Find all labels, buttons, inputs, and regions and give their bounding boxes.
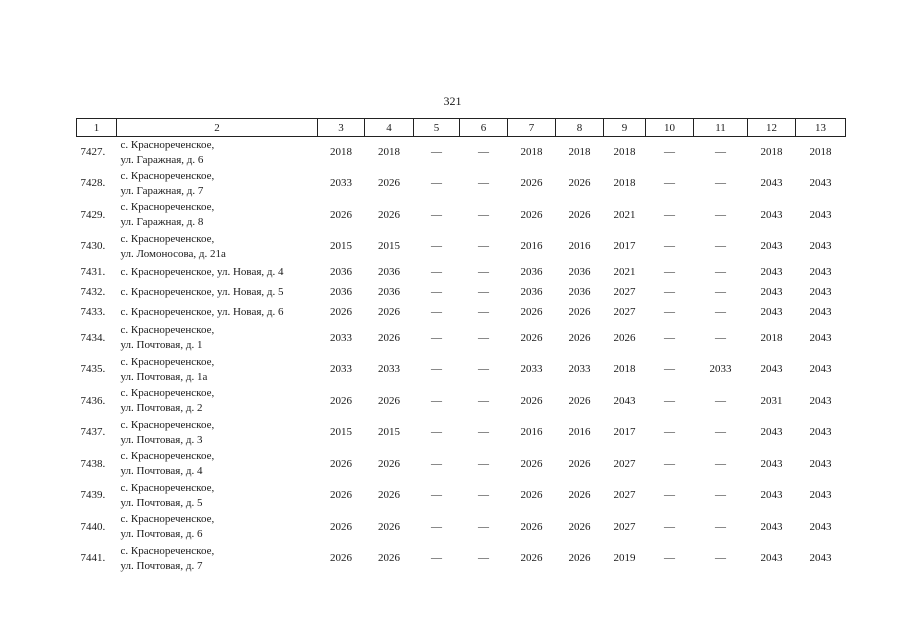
- address-line: с. Краснореченское, ул. Новая, д. 4: [120, 266, 284, 278]
- address-cell: [117, 386, 318, 418]
- row-number: 7437.: [80, 426, 106, 439]
- column-header-11: 11: [694, 119, 748, 137]
- year-cell-col-9: 2043: [613, 394, 636, 407]
- year-cell-col-7: 2026: [520, 177, 543, 190]
- year-cell-col-5: —: [431, 489, 442, 502]
- year-cell-col-9: 2019: [613, 552, 636, 565]
- table-row: [77, 231, 846, 263]
- year-cell-col-6: —: [478, 240, 489, 253]
- year-cell-col-11: —: [715, 520, 726, 533]
- table-row: [77, 263, 846, 283]
- year-cell-col-5: —: [431, 240, 442, 253]
- year-cell-col-10: —: [664, 426, 675, 439]
- year-cell-col-9: 2018: [613, 177, 636, 190]
- year-cell-col-8: 2016: [568, 240, 591, 253]
- column-header-5: 5: [414, 119, 460, 137]
- year-cell-col-8: 2026: [568, 208, 591, 221]
- year-cell-col-7: 2026: [520, 394, 543, 407]
- address-line: с. Краснореченское, ул. Новая, д. 6: [120, 306, 284, 318]
- year-cell-col-5: —: [431, 552, 442, 565]
- table-row: [77, 303, 846, 323]
- year-cell-col-13: 2043: [809, 240, 832, 253]
- year-cell-col-7: 2026: [520, 208, 543, 221]
- address-line: с. Краснореченское,: [120, 324, 215, 337]
- address-line: с. Краснореченское,: [120, 544, 215, 557]
- year-cell-col-4: 2026: [378, 552, 400, 565]
- year-cell-col-11: —: [715, 306, 726, 318]
- year-cell-col-9: 2027: [613, 489, 636, 502]
- year-cell-col-7: 2026: [520, 489, 543, 502]
- year-cell-col-6: —: [478, 266, 489, 278]
- address-line: с. Краснореченское,: [120, 169, 215, 182]
- year-cell-col-12: 2043: [760, 457, 783, 470]
- address-line: ул. Гаражная, д. 8: [120, 216, 204, 229]
- address-line: ул. Почтовая, д. 1а: [120, 370, 208, 383]
- column-header-1: 1: [77, 119, 117, 137]
- address-cell: [117, 137, 318, 169]
- year-cell-col-7: 2026: [520, 552, 543, 565]
- address-line: с. Краснореченское,: [120, 418, 215, 431]
- table-row: [77, 543, 846, 575]
- table-row: [77, 323, 846, 355]
- year-cell-col-8: 2026: [568, 520, 591, 533]
- year-cell-col-7: 2026: [520, 520, 543, 533]
- table-row: [77, 354, 846, 386]
- year-cell-col-7: 2018: [520, 146, 543, 158]
- column-header-13: 13: [796, 119, 846, 137]
- year-cell-col-6: —: [478, 489, 489, 502]
- year-cell-col-11: —: [715, 394, 726, 407]
- column-header-12: 12: [748, 119, 796, 137]
- year-cell-col-13: 2043: [809, 520, 832, 533]
- year-cell-col-7: 2016: [520, 240, 543, 253]
- year-cell-col-13: 2043: [809, 394, 832, 407]
- column-header-3: 3: [318, 119, 365, 137]
- year-cell-col-9: 2027: [613, 286, 636, 298]
- table-header: [77, 119, 846, 137]
- table-row: [77, 386, 846, 418]
- year-cell-col-3: 2015: [330, 426, 352, 439]
- address-line: с. Краснореченское,: [120, 201, 215, 214]
- year-cell-col-4: 2033: [378, 363, 400, 376]
- address-cell: [117, 543, 318, 575]
- year-cell-col-4: 2015: [378, 426, 400, 439]
- year-cell-col-5: —: [431, 266, 442, 278]
- year-cell-col-3: 2033: [330, 331, 352, 344]
- year-cell-col-6: —: [478, 426, 489, 439]
- year-cell-col-3: 2026: [330, 520, 352, 533]
- address-line: с. Краснореченское, ул. Новая, д. 5: [120, 286, 284, 298]
- housing-schedule-table: [76, 118, 846, 575]
- year-cell-col-12: 2043: [760, 208, 783, 221]
- year-cell-col-4: 2026: [378, 306, 400, 318]
- page-number: 321: [443, 94, 462, 108]
- year-cell-col-9: 2018: [613, 363, 636, 376]
- address-line: с. Краснореченское,: [120, 387, 215, 400]
- year-cell-col-5: —: [431, 363, 442, 376]
- year-cell-col-8: 2026: [568, 457, 591, 470]
- year-cell-col-12: 2043: [760, 177, 783, 190]
- year-cell-col-13: 2043: [809, 552, 832, 565]
- year-cell-col-10: —: [664, 520, 675, 533]
- year-cell-col-4: 2026: [378, 489, 400, 502]
- year-cell-col-13: 2043: [809, 363, 832, 376]
- year-cell-col-9: 2018: [613, 146, 636, 158]
- year-cell-col-3: 2036: [330, 266, 352, 278]
- year-cell-col-11: —: [715, 489, 726, 502]
- year-cell-col-5: —: [431, 520, 442, 533]
- year-cell-col-4: 2036: [378, 266, 400, 278]
- year-cell-col-12: 2043: [760, 286, 783, 298]
- year-cell-col-4: 2026: [378, 331, 400, 344]
- address-cell: [117, 354, 318, 386]
- year-cell-col-3: 2015: [330, 240, 352, 253]
- year-cell-col-12: 2043: [760, 240, 783, 253]
- year-cell-col-9: 2026: [613, 331, 636, 344]
- year-cell-col-9: 2017: [613, 240, 636, 253]
- year-cell-col-9: 2027: [613, 520, 636, 533]
- year-cell-col-3: 2026: [330, 552, 352, 565]
- year-cell-col-6: —: [478, 552, 489, 565]
- year-cell-col-3: 2026: [330, 457, 352, 470]
- year-cell-col-8: 2026: [568, 394, 591, 407]
- column-header-6: 6: [460, 119, 508, 137]
- address-line: с. Краснореченское,: [120, 138, 215, 151]
- year-cell-col-10: —: [664, 240, 675, 253]
- year-cell-col-3: 2033: [330, 177, 352, 190]
- year-cell-col-13: 2043: [809, 306, 832, 318]
- address-cell: [117, 417, 318, 449]
- table-row: [77, 283, 846, 303]
- year-cell-col-10: —: [664, 286, 675, 298]
- year-cell-col-11: —: [715, 286, 726, 298]
- year-cell-col-8: 2018: [568, 146, 591, 158]
- row-number: 7427.: [80, 146, 106, 158]
- year-cell-col-8: 2026: [568, 331, 591, 344]
- year-cell-col-12: 2018: [760, 146, 783, 158]
- year-cell-col-13: 2043: [809, 208, 832, 221]
- address-cell: [117, 283, 318, 303]
- year-cell-col-13: 2043: [809, 457, 832, 470]
- column-header-4: 4: [365, 119, 414, 137]
- year-cell-col-9: 2027: [613, 457, 636, 470]
- year-cell-col-12: 2043: [760, 306, 783, 318]
- address-line: ул. Гаражная, д. 6: [120, 153, 204, 166]
- address-line: ул. Почтовая, д. 3: [120, 433, 203, 446]
- year-cell-col-5: —: [431, 457, 442, 470]
- year-cell-col-6: —: [478, 520, 489, 533]
- year-cell-col-11: —: [715, 457, 726, 470]
- row-number: 7433.: [80, 306, 106, 318]
- column-header-9: 9: [604, 119, 646, 137]
- address-line: с. Краснореченское,: [120, 232, 215, 245]
- year-cell-col-10: —: [664, 331, 675, 344]
- year-cell-col-10: —: [664, 208, 675, 221]
- year-cell-col-6: —: [478, 146, 489, 158]
- year-cell-col-6: —: [478, 208, 489, 221]
- address-cell: [117, 168, 318, 200]
- year-cell-col-13: 2043: [809, 489, 832, 502]
- row-number: 7428.: [80, 177, 106, 190]
- year-cell-col-3: 2026: [330, 306, 352, 318]
- year-cell-col-13: 2043: [809, 426, 832, 439]
- address-line: ул. Почтовая, д. 5: [120, 496, 203, 509]
- row-number: 7434.: [80, 331, 106, 344]
- year-cell-col-12: 2043: [760, 426, 783, 439]
- year-cell-col-3: 2026: [330, 394, 352, 407]
- year-cell-col-12: 2043: [760, 552, 783, 565]
- year-cell-col-5: —: [431, 331, 442, 344]
- year-cell-col-8: 2026: [568, 552, 591, 565]
- year-cell-col-6: —: [478, 306, 489, 318]
- year-cell-col-6: —: [478, 394, 489, 407]
- year-cell-col-4: 2026: [378, 457, 400, 470]
- address-cell: [117, 512, 318, 544]
- year-cell-col-5: —: [431, 286, 442, 298]
- year-cell-col-4: 2026: [378, 177, 400, 190]
- year-cell-col-5: —: [431, 426, 442, 439]
- year-cell-col-10: —: [664, 394, 675, 407]
- year-cell-col-3: 2033: [330, 363, 352, 376]
- year-cell-col-11: —: [715, 426, 726, 439]
- year-cell-col-10: —: [664, 363, 675, 376]
- table-row: [77, 417, 846, 449]
- year-cell-col-11: —: [715, 240, 726, 253]
- column-header-2: 2: [117, 119, 318, 137]
- year-cell-col-9: 2017: [613, 426, 636, 439]
- address-line: ул. Ломоносова, д. 21а: [120, 247, 226, 260]
- address-cell: [117, 263, 318, 283]
- row-number: 7430.: [80, 240, 106, 253]
- address-line: с. Краснореченское,: [120, 355, 215, 368]
- address-line: с. Краснореченское,: [120, 481, 215, 494]
- year-cell-col-7: 2036: [520, 286, 543, 298]
- address-cell: [117, 231, 318, 263]
- address-line: ул. Почтовая, д. 4: [120, 465, 203, 478]
- address-cell: [117, 200, 318, 232]
- year-cell-col-7: 2033: [520, 363, 543, 376]
- table-row: [77, 480, 846, 512]
- year-cell-col-7: 2026: [520, 331, 543, 344]
- row-number: 7431.: [80, 266, 106, 278]
- header-row: [77, 119, 846, 137]
- year-cell-col-10: —: [664, 306, 675, 318]
- row-number: 7435.: [80, 363, 106, 376]
- year-cell-col-7: 2036: [520, 266, 543, 278]
- table-row: [77, 449, 846, 481]
- row-number: 7441.: [80, 552, 106, 565]
- year-cell-col-13: 2018: [809, 146, 832, 158]
- table-body: [77, 137, 846, 575]
- table-row: [77, 137, 846, 169]
- year-cell-col-13: 2043: [809, 177, 832, 190]
- year-cell-col-10: —: [664, 552, 675, 565]
- year-cell-col-11: —: [715, 331, 726, 344]
- address-cell: [117, 303, 318, 323]
- address-line: ул. Почтовая, д. 6: [120, 528, 203, 541]
- row-number: 7429.: [80, 208, 106, 221]
- table-row: [77, 512, 846, 544]
- year-cell-col-12: 2031: [760, 394, 783, 407]
- address-line: ул. Почтовая, д. 7: [120, 559, 203, 572]
- year-cell-col-3: 2026: [330, 208, 352, 221]
- row-number: 7436.: [80, 394, 106, 407]
- year-cell-col-4: 2015: [378, 240, 400, 253]
- address-cell: [117, 449, 318, 481]
- year-cell-col-10: —: [664, 457, 675, 470]
- address-line: с. Краснореченское,: [120, 513, 215, 526]
- year-cell-col-5: —: [431, 146, 442, 158]
- year-cell-col-5: —: [431, 394, 442, 407]
- year-cell-col-11: —: [715, 177, 726, 190]
- year-cell-col-8: 2033: [568, 363, 591, 376]
- year-cell-col-8: 2026: [568, 177, 591, 190]
- row-number: 7438.: [80, 457, 106, 470]
- year-cell-col-13: 2043: [809, 266, 832, 278]
- year-cell-col-7: 2016: [520, 426, 543, 439]
- year-cell-col-11: —: [715, 552, 726, 565]
- year-cell-col-5: —: [431, 177, 442, 190]
- year-cell-col-4: 2026: [378, 394, 400, 407]
- year-cell-col-10: —: [664, 266, 675, 278]
- address-cell: [117, 480, 318, 512]
- address-cell: [117, 323, 318, 355]
- year-cell-col-8: 2036: [568, 286, 591, 298]
- year-cell-col-10: —: [664, 177, 675, 190]
- row-number: 7439.: [80, 489, 106, 502]
- year-cell-col-4: 2036: [378, 286, 400, 298]
- year-cell-col-12: 2018: [760, 331, 783, 344]
- year-cell-col-5: —: [431, 208, 442, 221]
- year-cell-col-6: —: [478, 363, 489, 376]
- column-header-10: 10: [646, 119, 694, 137]
- table-row: [77, 168, 846, 200]
- year-cell-col-6: —: [478, 457, 489, 470]
- address-line: с. Краснореченское,: [120, 450, 215, 463]
- address-line: ул. Почтовая, д. 2: [120, 402, 203, 415]
- year-cell-col-12: 2043: [760, 489, 783, 502]
- year-cell-col-4: 2026: [378, 208, 400, 221]
- year-cell-col-11: —: [715, 208, 726, 221]
- address-line: ул. Гаражная, д. 7: [120, 184, 204, 197]
- year-cell-col-6: —: [478, 331, 489, 344]
- year-cell-col-4: 2018: [378, 146, 400, 158]
- year-cell-col-5: —: [431, 306, 442, 318]
- row-number: 7440.: [80, 520, 106, 533]
- column-header-7: 7: [508, 119, 556, 137]
- year-cell-col-4: 2026: [378, 520, 400, 533]
- year-cell-col-6: —: [478, 286, 489, 298]
- year-cell-col-9: 2027: [613, 306, 636, 318]
- year-cell-col-10: —: [664, 489, 675, 502]
- year-cell-col-8: 2026: [568, 489, 591, 502]
- year-cell-col-8: 2016: [568, 426, 591, 439]
- year-cell-col-11: 2033: [709, 363, 732, 376]
- year-cell-col-9: 2021: [613, 266, 636, 278]
- year-cell-col-6: —: [478, 177, 489, 190]
- year-cell-col-13: 2043: [809, 286, 832, 298]
- year-cell-col-3: 2036: [330, 286, 352, 298]
- year-cell-col-8: 2026: [568, 306, 591, 318]
- year-cell-col-8: 2036: [568, 266, 591, 278]
- year-cell-col-13: 2043: [809, 331, 832, 344]
- year-cell-col-9: 2021: [613, 208, 636, 221]
- year-cell-col-12: 2043: [760, 363, 783, 376]
- year-cell-col-12: 2043: [760, 266, 783, 278]
- year-cell-col-3: 2018: [330, 146, 352, 158]
- year-cell-col-11: —: [715, 146, 726, 158]
- year-cell-col-10: —: [664, 146, 675, 158]
- year-cell-col-12: 2043: [760, 520, 783, 533]
- year-cell-col-3: 2026: [330, 489, 352, 502]
- address-line: ул. Почтовая, д. 1: [120, 339, 203, 352]
- year-cell-col-7: 2026: [520, 457, 543, 470]
- column-header-8: 8: [556, 119, 604, 137]
- table-row: [77, 200, 846, 232]
- row-number: 7432.: [80, 286, 106, 298]
- year-cell-col-7: 2026: [520, 306, 543, 318]
- year-cell-col-11: —: [715, 266, 726, 278]
